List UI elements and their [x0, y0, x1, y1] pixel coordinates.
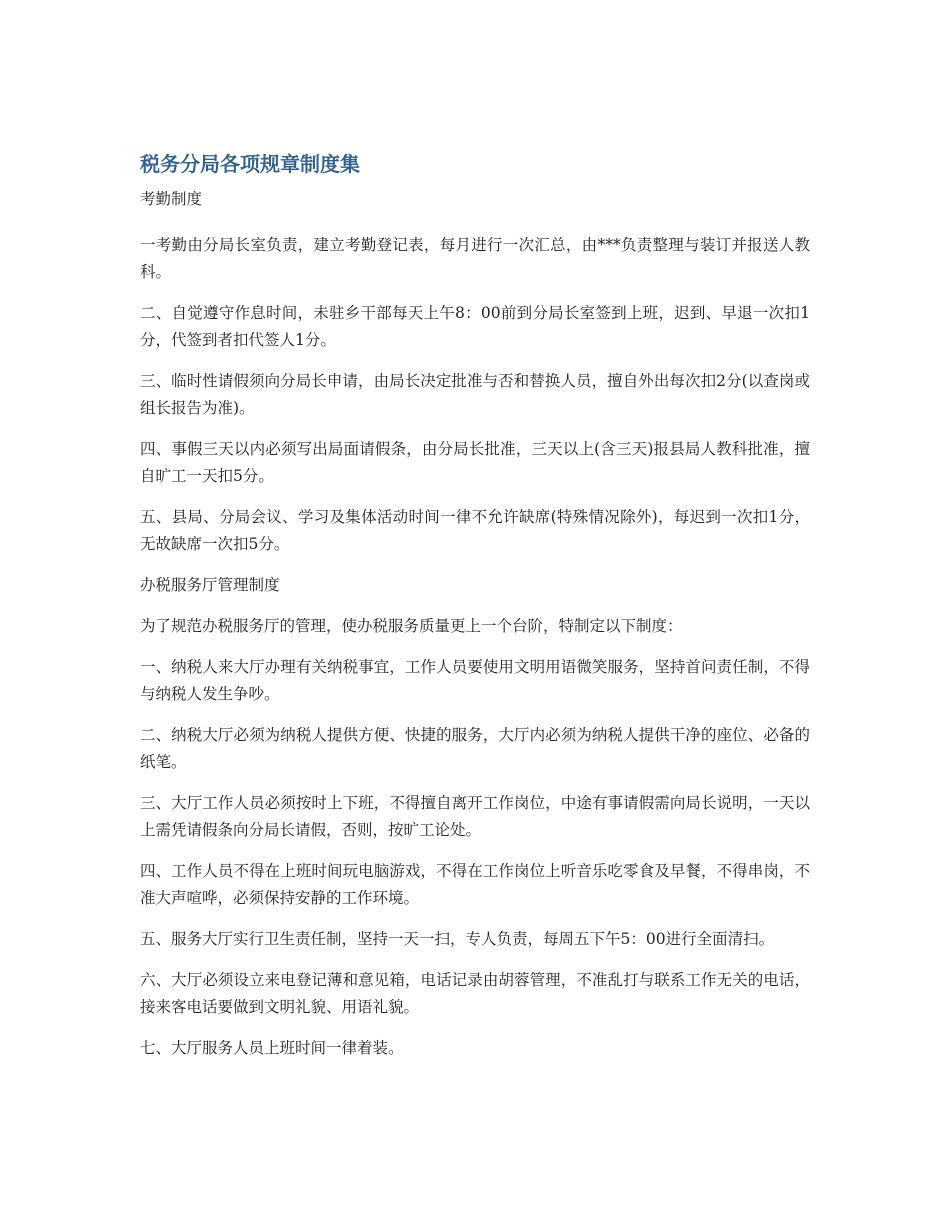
paragraph: 五、县局、分局会议、学习及集体活动时间一律不允许缺席(特殊情况除外)，每迟到一次扣1分，无故缺席一次扣5分。	[140, 508, 810, 553]
paragraph: 五、服务大厅实行卫生责任制，坚持一天一扫，专人负责，每周五下午5：00进行全面清扫。	[140, 930, 775, 948]
document-page	[140, 150, 810, 1076]
section-heading-service-hall: 办税服务厅管理制度	[140, 576, 280, 594]
paragraph: 四、工作人员不得在上班时间玩电脑游戏，不得在工作岗位上听音乐吃零食及早餐，不得串岗，不准大声喧哗，必须保持安静的工作环境。	[140, 862, 810, 907]
paragraph: 三、大厅工作人员必须按时上下班，不得擅自离开工作岗位，中途有事请假需向局长说明，一天以上需凭请假条向分局长请假，否则，按旷工论处。	[140, 794, 810, 839]
section-heading-attendance: 考勤制度	[140, 190, 203, 208]
paragraph: 四、事假三天以内必须写出局面请假条，由分局长批准，三天以上(含三天)报县局人教科批准，擅自旷工一天扣5分。	[140, 440, 810, 485]
paragraph: 二、自觉遵守作息时间，未驻乡干部每天上午8：00前到分局长室签到上班，迟到、早退一次扣1分，代签到者扣代签人1分。	[140, 304, 810, 349]
paragraph: 六、大厅必须设立来电登记薄和意见箱，电话记录由胡蓉管理，不准乱打与联系工作无关的电话，接来客电话要做到文明礼貌、用语礼貌。	[140, 971, 810, 1016]
paragraph: 二、纳税大厅必须为纳税人提供方便、快捷的服务，大厅内必须为纳税人提供干净的座位、必备的纸笔。	[140, 726, 810, 771]
paragraph: 为了规范办税服务厅的管理，使办税服务质量更上一个台阶，特制定以下制度：	[140, 617, 683, 635]
paragraph: 一、纳税人来大厅办理有关纳税事宜，工作人员要使用文明用语微笑服务，坚持首问责任制，不得与纳税人发生争吵。	[140, 658, 810, 703]
paragraph: 三、临时性请假须向分局长申请，由局长决定批准与否和替换人员，擅自外出每次扣2分(以查岗或组长报告为准)。	[140, 372, 810, 417]
paragraph: 七、大厅服务人员上班时间一律着装。	[140, 1039, 404, 1057]
document-title: 税务分局各项规章制度集	[140, 152, 360, 176]
paragraph: 一考勤由分局长室负责，建立考勤登记表，每月进行一次汇总，由***负责整理与装订并报送人教科。	[140, 236, 810, 281]
